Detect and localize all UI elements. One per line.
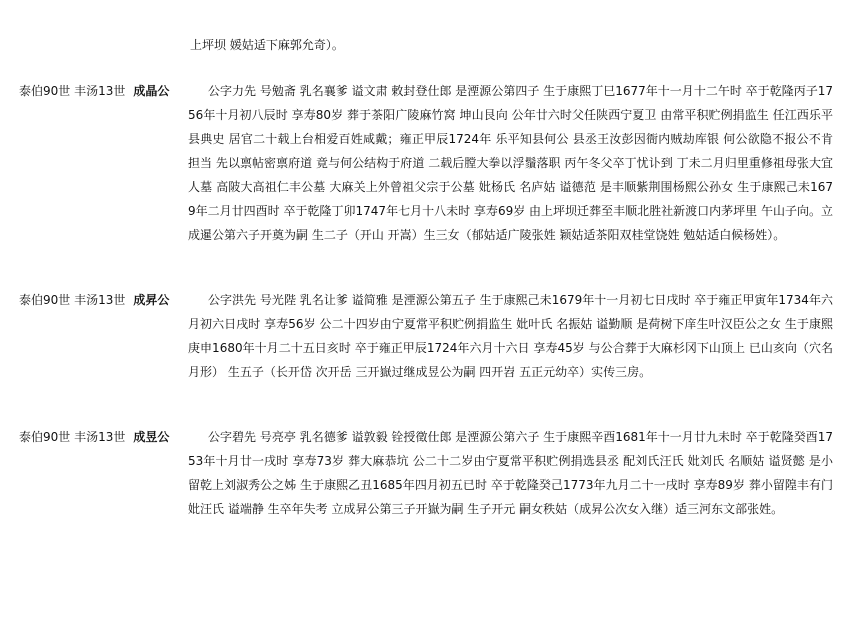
person-name: 成晶公: [133, 84, 170, 98]
entry-header: [19, 288, 169, 312]
person-name: 成昱公: [133, 430, 170, 444]
entry-biography: 公字碧先 号亮亭 乳名德爹 谥敦毅 铨授徵仕郎 是湮源公第六子 生于康熙辛酉1681年十一月廿九未时 卒于乾隆癸酉1753年十月廿一戌时 享寿73岁 葬大麻恭坑 公二十二岁由宁夏常平积贮例捐选县丞 配刘氏汪氏 妣刘氏 名顺姑 谥贤懿 是小留乾上刘淑秀公之姊 生于康熙乙丑1685年四月初五已时 卒于乾隆癸己1773年九月二十一戌时 享寿89岁 葬小留隍丰有门 妣汪氏 谥端静 生卒年失考 立成昇公第三子开嶽为嗣 生子开元 嗣女秩姑（成昇公次女入继）适三河东文部张姓。: [188, 430, 833, 516]
entry-header: [19, 79, 169, 103]
entry-biography: 公字力先 号勉斋 乳名襄爹 谥文肃 敕封登仕郎 是湮源公第四子 生于康熙丁巳1677年十一月十二午时 卒于乾隆丙子1756年十月初八辰时 享寿80岁 葬于茶阳广陵麻竹窝 坤山艮向 公年廿六时父任陕西宁夏卫 由常平积贮例捐监生 任江西乐平县典史 居官二十载上台相爱百姓咸戴；雍正甲辰1724年 乐平知县何公 县丞王汝彭因衙内贼劫库银 何公欲隐不报公不肯担当 先以禀帖密禀府道 竟与何公结构于府道 二载后膛大拳以浮鬚落职 丙午冬父卒丁忧讣到 丁未二月归里重修祖母张大宜人墓 高陂大高祖仁丰公墓 大麻关上外曾祖父宗于公墓 妣杨氏 名庐姑 谥德范 是丰顺紫荆围杨熙公孙女 生于康熙己未1679年二月廿四酉时 卒于乾隆丁卯1747年七月十八未时 享寿69岁 由上坪坝迁葬至丰顺北胜社新渡口内茅坪里 午山子向。立成暹公第六子开奠为嗣 生二子（开山 开嵩）生三女（郁姑适广陵张姓 颖姑适茶阳双桂堂饶姓 勉姑适白候杨姓）。: [188, 84, 833, 242]
person-name: 成昇公: [133, 293, 170, 307]
generation-label: 泰伯90世 丰汤13世: [19, 84, 126, 98]
entry-header: [19, 425, 169, 449]
generation-label: 泰伯90世 丰汤13世: [19, 430, 126, 444]
generation-label: 泰伯90世 丰汤13世: [19, 293, 126, 307]
entry-biography: 公字洪先 号光陛 乳名让爹 谥简雅 是湮源公第五子 生于康熙己未1679年十一月初七日戌时 卒于雍正甲寅年1734年六月初六日戌时 享寿56岁 公二十四岁由宁夏常平积贮例捐监生 妣叶氏 名振姑 谥勤顺 是荷树下庠生叶汉臣公之女 生于康熙庚申1680年十月二十五日亥时 卒于雍正甲辰1724年六月十六日 享寿45岁 与公合葬于大麻杉冈下山顶上 已山亥向（穴名 月形） 生五子（长开岱 次开岳 三开嶽过继成昱公为嗣 四开岧 五正元幼卒）实传三房。: [188, 293, 833, 379]
continuation-text: 上坪坝 媛姑适下麻郭允奇）。: [190, 38, 344, 52]
